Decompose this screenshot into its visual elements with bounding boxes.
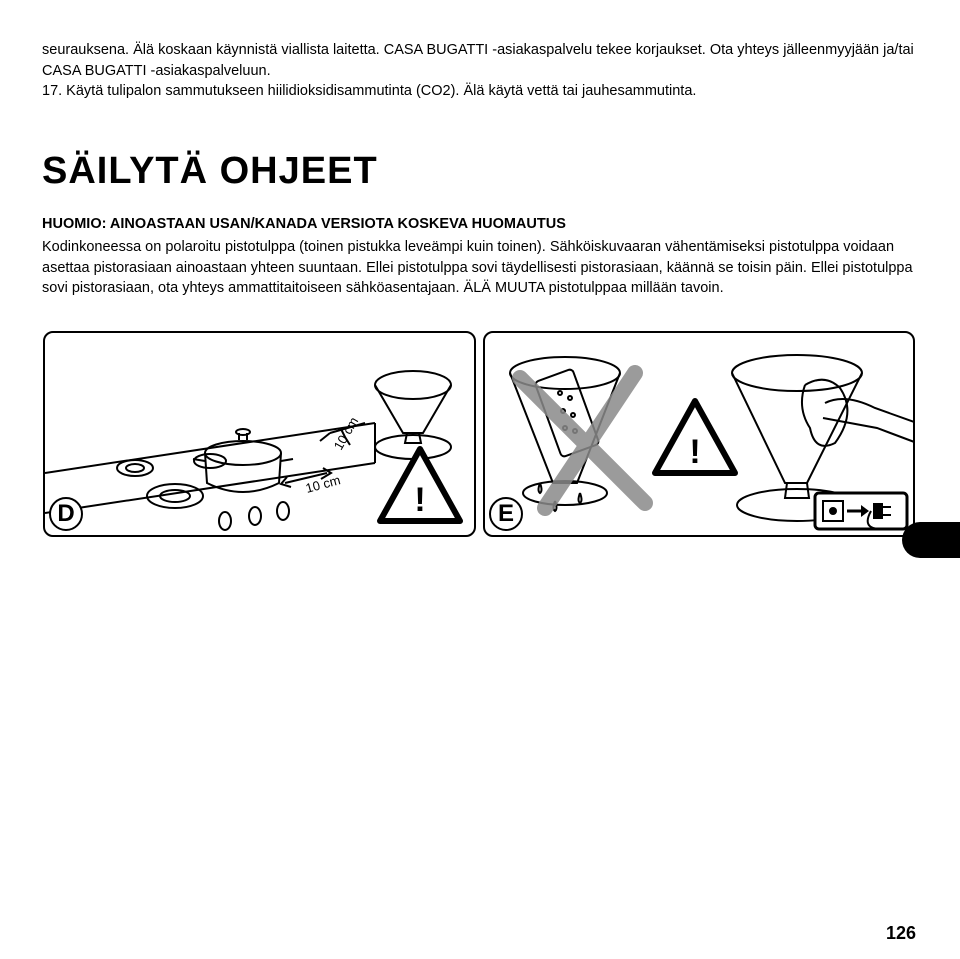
warning-triangle-icon xyxy=(655,401,735,473)
warning-triangle-icon xyxy=(380,449,460,521)
figure-label-d: D xyxy=(49,497,83,531)
top-paragraph: seurauksena. Älä koskaan käynnistä viallista laitetta. CASA BUGATTI -asiakaspalvelu tekee korjaukset. Ota yhteys jälleenmyyjään ja/tai CASA BUGATTI -asiakaspalveluun. xyxy=(42,42,914,79)
unplug-icon xyxy=(815,493,907,529)
warning-mark-e: ! xyxy=(689,433,701,471)
intro-text xyxy=(42,40,922,102)
figure-label-e: E xyxy=(489,497,523,531)
notice-title: HUOMIO: AINOASTAAN USAN/KANADA VERSIOTA KOSKEVA HUOMAUTUS xyxy=(42,216,566,232)
figure-d xyxy=(43,331,476,537)
figure-e xyxy=(483,331,915,537)
notice-body: Kodinkoneessa on polaroitu pistotulppa (toinen pistukka leveämpi kuin toinen). Sähköiskuvaaran vähentämiseksi pistotulppa voidaan asettaa pistorasiaan ainoastaan yhteen suuntaan. Ellei pistotulppa sovi täydellisesti pistorasiaan, käännä se toisin päin. Ellei pistotulppa sovi pistorasiaan, ota yhteys ammattitaitoiseen sähköasentajaan. ÄLÄ MUUTA pistotulppaa millään tavoin. xyxy=(42,239,913,296)
figure-d-illustration xyxy=(45,333,476,537)
distance-label-horizontal: 10 cm xyxy=(303,472,342,496)
distance-label-vertical: 10 cm xyxy=(330,414,362,453)
item-17: 17. Käytä tulipalon sammutukseen hiilidioksidisammutinta (CO2). Älä käytä vettä tai jauhesammutinta. xyxy=(42,83,697,99)
side-tab-marker xyxy=(902,522,960,558)
section-heading: SÄILYTÄ OHJEET xyxy=(42,150,378,192)
page-number: 126 xyxy=(885,923,916,943)
figure-e-illustration xyxy=(485,333,915,537)
warning-mark: ! xyxy=(414,481,426,519)
